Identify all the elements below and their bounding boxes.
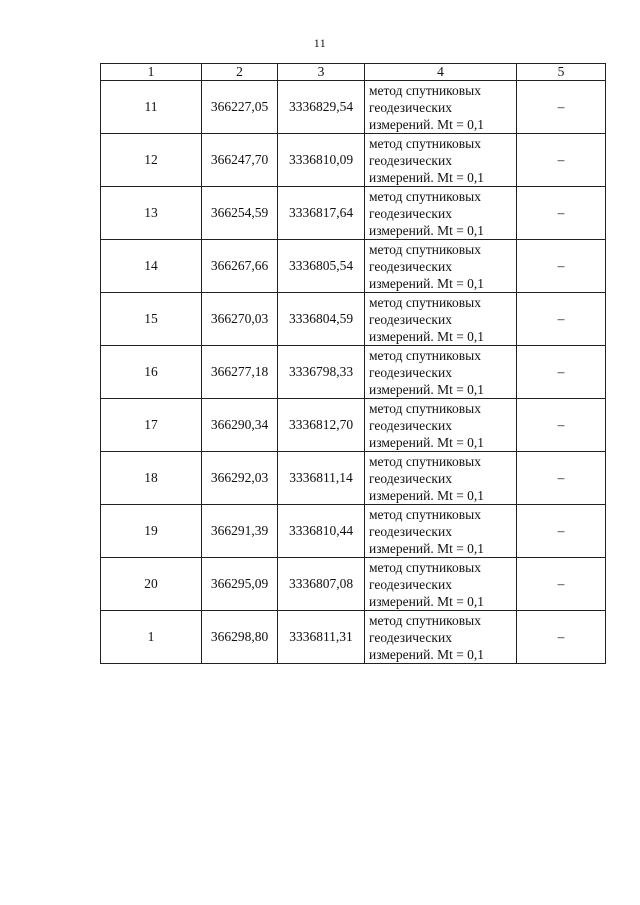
point-number-cell: 18 [101,452,202,505]
y-coordinate-cell: 3336817,64 [278,187,365,240]
point-number-cell: 15 [101,293,202,346]
method-line: метод спутниковых [369,347,481,363]
table-row [101,134,606,187]
method-cell [365,611,517,664]
y-coordinate-cell: 3336811,31 [278,611,365,664]
note-cell: – [517,346,606,399]
x-coordinate-cell: 366291,39 [202,505,278,558]
table-row [101,611,606,664]
point-number-cell: 13 [101,187,202,240]
method-cell [365,558,517,611]
table-row [101,505,606,558]
method-line: метод спутниковых [369,135,481,151]
table-row [101,293,606,346]
table-row [101,558,606,611]
header-col-2: 2 [202,64,278,81]
method-cell [365,505,517,558]
header-col-5: 5 [517,64,606,81]
x-coordinate-cell: 366270,03 [202,293,278,346]
table-row [101,452,606,505]
point-number-cell: 14 [101,240,202,293]
header-col-4: 4 [365,64,517,81]
method-cell [365,81,517,134]
table-row [101,346,606,399]
method-cell [365,134,517,187]
x-coordinate-cell: 366290,34 [202,399,278,452]
note-cell: – [517,293,606,346]
method-line: геодезических [369,629,452,645]
method-line: геодезических [369,364,452,380]
method-cell [365,187,517,240]
coordinates-table [100,63,606,664]
note-cell: – [517,452,606,505]
method-line: метод спутниковых [369,188,481,204]
method-line: измерений. Mt = 0,1 [369,487,485,503]
point-number-cell: 17 [101,399,202,452]
header-col-1: 1 [101,64,202,81]
method-line: геодезических [369,311,452,327]
x-coordinate-cell: 366267,66 [202,240,278,293]
method-line: метод спутниковых [369,82,481,98]
x-coordinate-cell: 366292,03 [202,452,278,505]
point-number-cell: 12 [101,134,202,187]
method-cell [365,346,517,399]
method-line: метод спутниковых [369,453,481,469]
table-header-row [101,64,606,81]
x-coordinate-cell: 366254,59 [202,187,278,240]
note-cell: – [517,81,606,134]
point-number-cell: 11 [101,81,202,134]
y-coordinate-cell: 3336811,14 [278,452,365,505]
method-line: измерений. Mt = 0,1 [369,646,485,662]
y-coordinate-cell: 3336829,54 [278,81,365,134]
method-line: измерений. Mt = 0,1 [369,328,485,344]
y-coordinate-cell: 3336812,70 [278,399,365,452]
method-line: геодезических [369,417,452,433]
y-coordinate-cell: 3336798,33 [278,346,365,399]
point-number-cell: 19 [101,505,202,558]
table-row [101,240,606,293]
method-line: измерений. Mt = 0,1 [369,540,485,556]
method-line: измерений. Mt = 0,1 [369,275,485,291]
point-number-cell: 20 [101,558,202,611]
y-coordinate-cell: 3336804,59 [278,293,365,346]
method-line: метод спутниковых [369,559,481,575]
x-coordinate-cell: 366227,05 [202,81,278,134]
method-cell [365,240,517,293]
table-row [101,81,606,134]
y-coordinate-cell: 3336805,54 [278,240,365,293]
page-number: 11 [313,36,327,50]
note-cell: – [517,240,606,293]
point-number-cell: 16 [101,346,202,399]
method-line: измерений. Mt = 0,1 [369,434,485,450]
note-cell: – [517,399,606,452]
method-line: геодезических [369,152,452,168]
method-line: измерений. Mt = 0,1 [369,116,485,132]
point-number-cell: 1 [101,611,202,664]
y-coordinate-cell: 3336807,08 [278,558,365,611]
method-line: геодезических [369,523,452,539]
method-cell [365,293,517,346]
x-coordinate-cell: 366277,18 [202,346,278,399]
note-cell: – [517,558,606,611]
y-coordinate-cell: 3336810,09 [278,134,365,187]
y-coordinate-cell: 3336810,44 [278,505,365,558]
method-cell [365,452,517,505]
table-row [101,399,606,452]
method-line: метод спутниковых [369,506,481,522]
method-line: геодезических [369,205,452,221]
method-line: метод спутниковых [369,241,481,257]
method-line: измерений. Mt = 0,1 [369,381,485,397]
method-line: метод спутниковых [369,612,481,628]
table-row [101,187,606,240]
x-coordinate-cell: 366298,80 [202,611,278,664]
method-line: измерений. Mt = 0,1 [369,169,485,185]
method-line: измерений. Mt = 0,1 [369,593,485,609]
note-cell: – [517,611,606,664]
note-cell: – [517,187,606,240]
method-line: геодезических [369,470,452,486]
x-coordinate-cell: 366295,09 [202,558,278,611]
method-line: геодезических [369,99,452,115]
note-cell: – [517,505,606,558]
method-line: геодезических [369,258,452,274]
method-line: геодезических [369,576,452,592]
note-cell: – [517,134,606,187]
method-cell [365,399,517,452]
method-line: измерений. Mt = 0,1 [369,222,485,238]
method-line: метод спутниковых [369,294,481,310]
header-col-3: 3 [278,64,365,81]
method-line: метод спутниковых [369,400,481,416]
x-coordinate-cell: 366247,70 [202,134,278,187]
